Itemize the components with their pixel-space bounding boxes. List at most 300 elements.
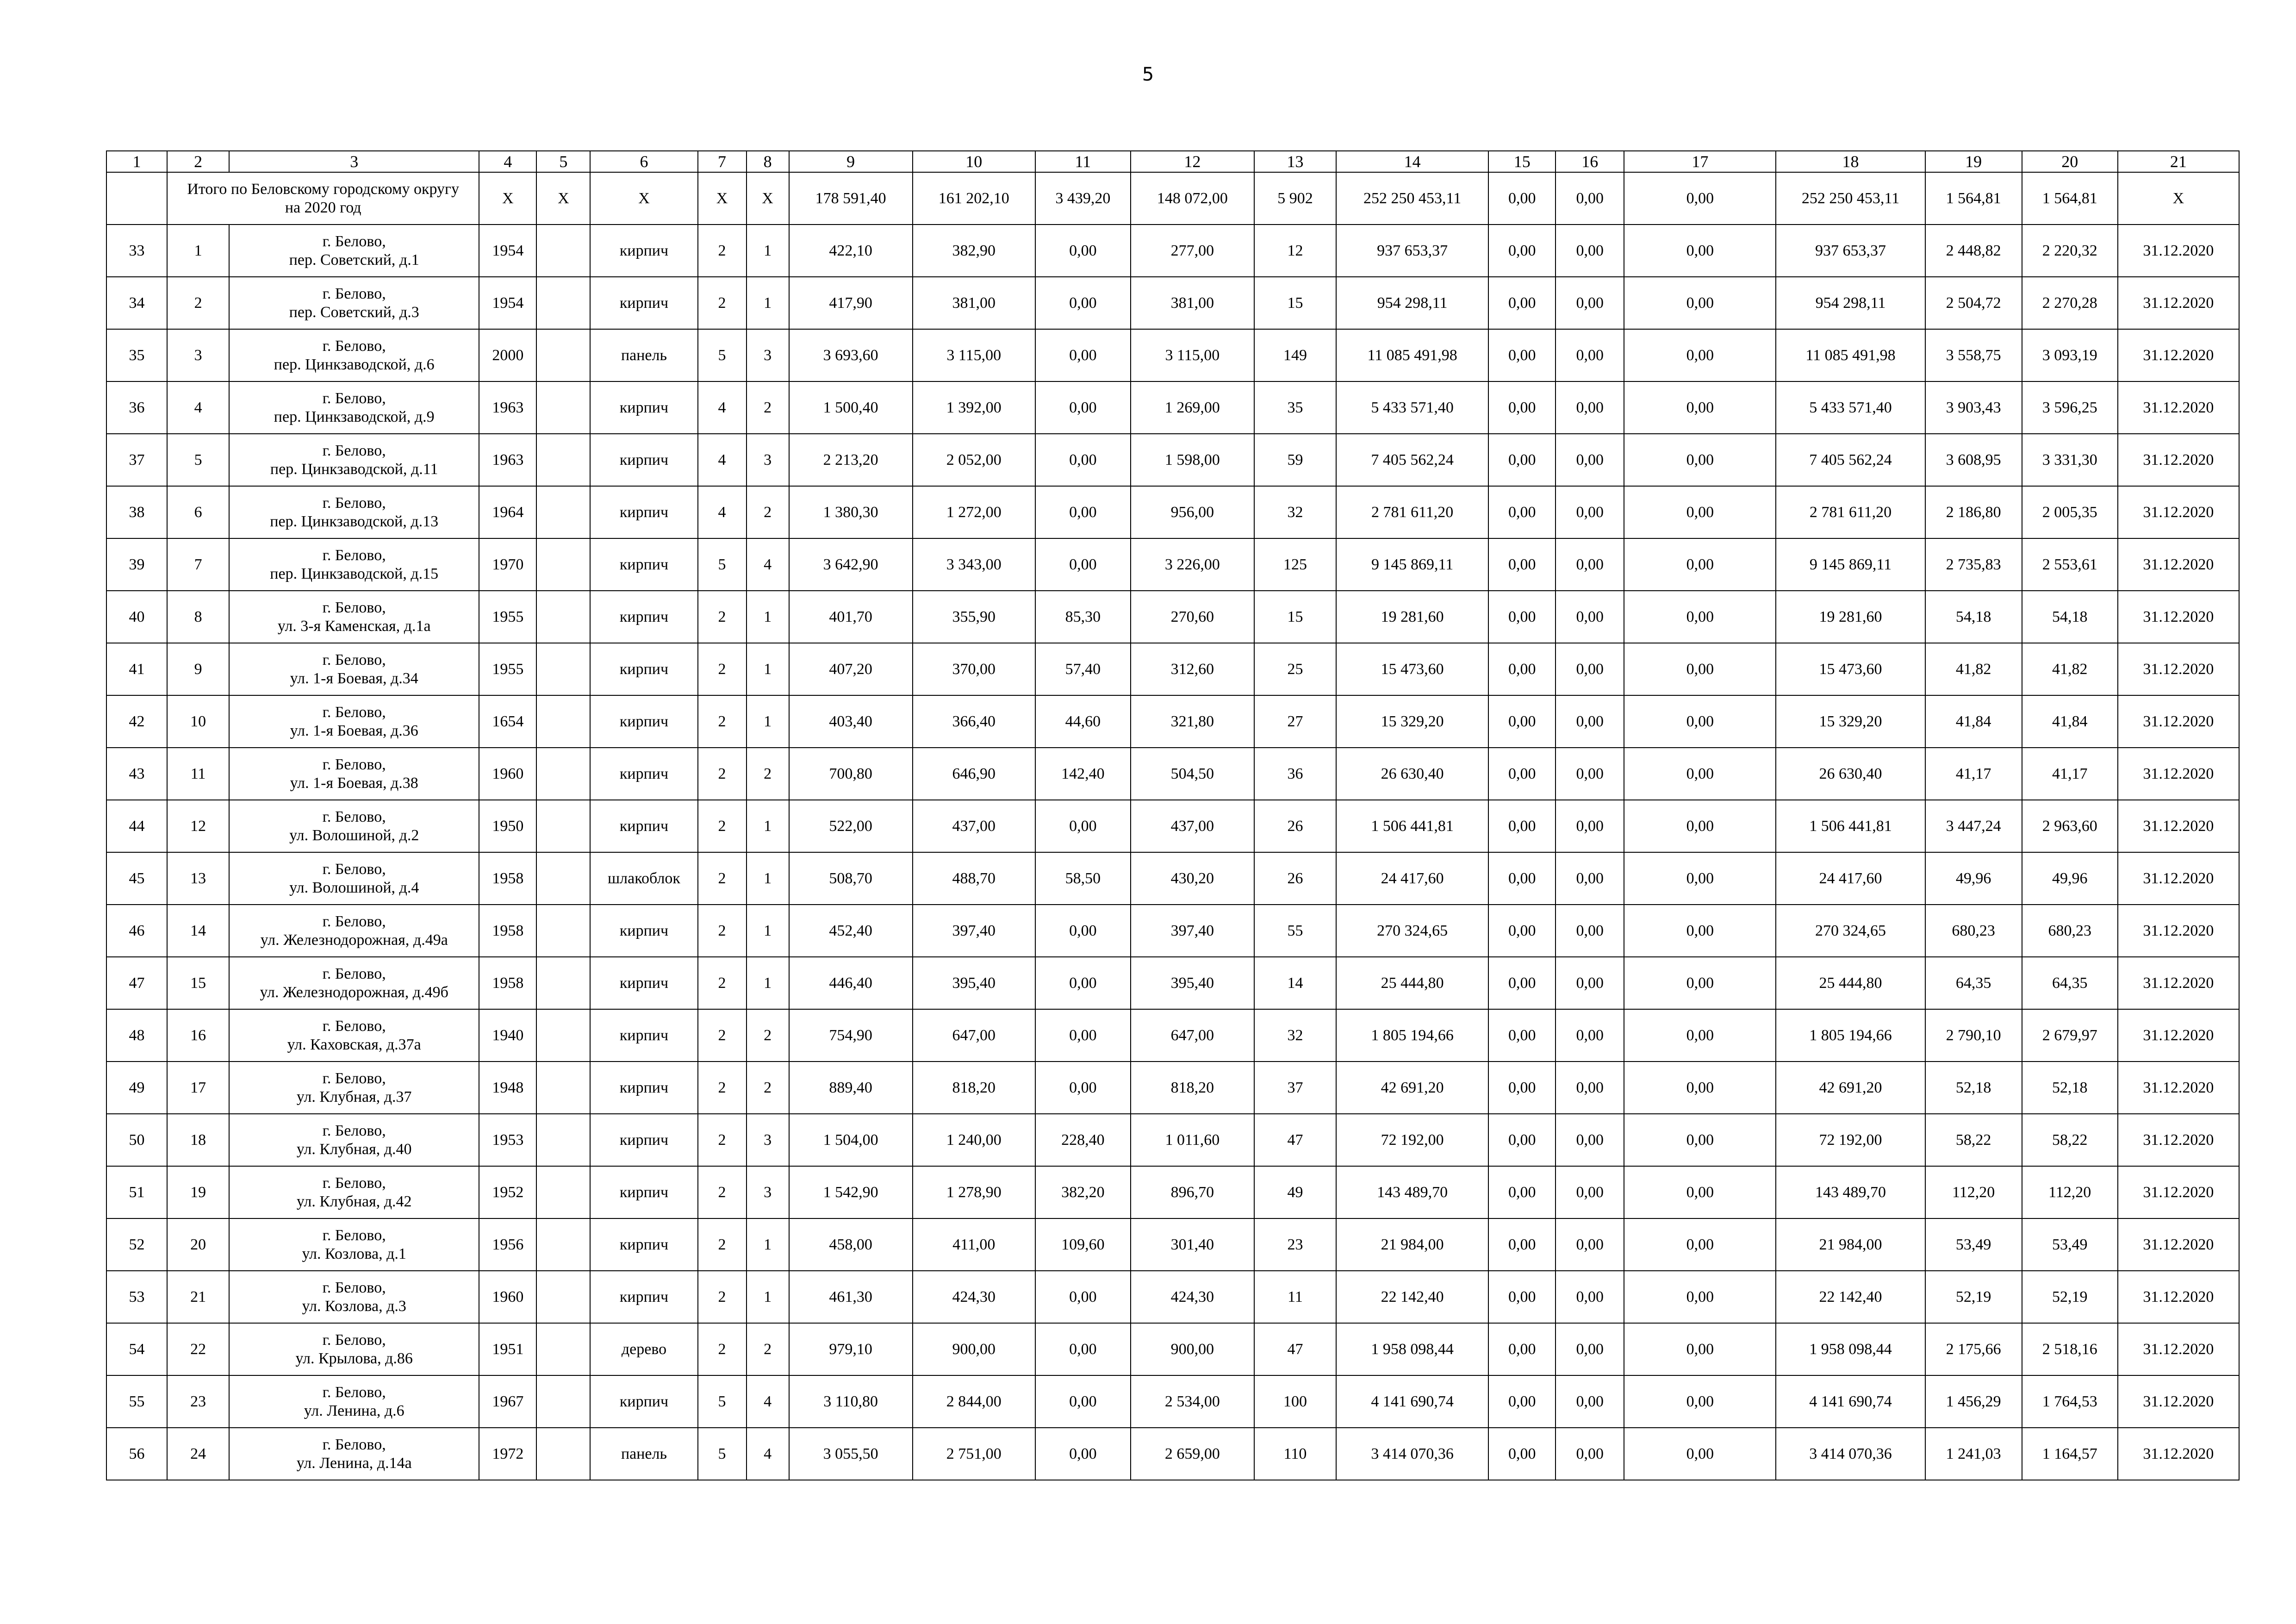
row-number: 36 [106,381,167,434]
value-cell-10: 1 278,90 [913,1166,1035,1218]
value-cell-17: 0,00 [1624,1218,1776,1271]
wall-material-cell: панель [590,1428,697,1480]
value-cell-13: 26 [1254,852,1336,905]
value-cell-16: 0,00 [1556,1062,1624,1114]
address-city: г. Белово, [322,337,386,355]
col5-cell [536,1166,590,1218]
value-cell-15: 0,00 [1488,225,1556,277]
value-cell-18: 5 433 571,40 [1776,381,1925,434]
value-cell-9: 461,30 [789,1271,913,1323]
column-number-cell: 16 [1556,151,1624,172]
value-cell-12: 1 269,00 [1131,381,1254,434]
value-cell-20: 52,19 [2022,1271,2118,1323]
value-cell-9: 1 500,40 [789,381,913,434]
address-cell [229,1009,479,1062]
value-cell-11: 0,00 [1035,1009,1131,1062]
register-table [106,150,2240,1480]
address-city: г. Белово, [322,1226,386,1244]
value-cell-14: 25 444,80 [1336,957,1488,1009]
row-number: 34 [106,277,167,329]
value-cell-14: 21 984,00 [1336,1218,1488,1271]
table-row [106,1428,2239,1480]
value-cell-11: 0,00 [1035,486,1131,538]
col5-cell [536,381,590,434]
value-cell-18: 4 141 690,74 [1776,1375,1925,1428]
row-number: 56 [106,1428,167,1480]
wall-material-cell: кирпич [590,538,697,591]
value-cell-17: 0,00 [1624,329,1776,381]
value-cell-20: 1 164,57 [2022,1428,2118,1480]
value-cell-9: 3 642,90 [789,538,913,591]
row-number: 42 [106,695,167,748]
wall-material-cell: кирпич [590,434,697,486]
value-cell-12: 1 598,00 [1131,434,1254,486]
value-cell-10: 382,90 [913,225,1035,277]
value-cell-11: 0,00 [1035,1428,1131,1480]
address-street: ул. Железнодорожная, д.49а [260,931,448,949]
column-number-cell: 4 [479,151,536,172]
address-street: пер. Советский, д.3 [289,303,419,321]
address-city: г. Белово, [322,651,386,668]
column-number-cell: 10 [913,151,1035,172]
value-cell-14: 4 141 690,74 [1336,1375,1488,1428]
total-cell: X [590,172,697,225]
address-street: пер. Цинкзаводской, д.13 [270,512,439,530]
value-cell-17: 0,00 [1624,905,1776,957]
value-cell-17: 0,00 [1624,1114,1776,1166]
date-cell: 31.12.2020 [2118,1062,2239,1114]
address-city: г. Белово, [322,1174,386,1192]
value-cell-17: 0,00 [1624,1166,1776,1218]
address-street: пер. Цинкзаводской, д.6 [274,356,435,373]
entrances-cell: 3 [747,1114,789,1166]
date-cell: 31.12.2020 [2118,695,2239,748]
floors-cell: 2 [698,1218,747,1271]
value-cell-13: 125 [1254,538,1336,591]
value-cell-18: 1 958 098,44 [1776,1323,1925,1375]
column-number-cell: 11 [1035,151,1131,172]
value-cell-13: 32 [1254,1009,1336,1062]
value-cell-14: 954 298,11 [1336,277,1488,329]
value-cell-16: 0,00 [1556,1375,1624,1428]
wall-material-cell: кирпич [590,225,697,277]
value-cell-15: 0,00 [1488,800,1556,852]
value-cell-10: 818,20 [913,1062,1035,1114]
address-cell [229,1166,479,1218]
sub-number: 5 [167,434,229,486]
address-city: г. Белово, [322,1436,386,1453]
table-body [106,151,2239,1480]
value-cell-19: 52,19 [1925,1271,2022,1323]
column-number-cell: 18 [1776,151,1925,172]
value-cell-10: 437,00 [913,800,1035,852]
value-cell-10: 488,70 [913,852,1035,905]
address-cell [229,1218,479,1271]
floors-cell: 2 [698,800,747,852]
value-cell-12: 301,40 [1131,1218,1254,1271]
value-cell-13: 100 [1254,1375,1336,1428]
value-cell-13: 27 [1254,695,1336,748]
address-street: ул. Волошиной, д.4 [289,879,419,896]
build-year-cell: 1953 [479,1114,536,1166]
build-year-cell: 1972 [479,1428,536,1480]
value-cell-11: 142,40 [1035,748,1131,800]
wall-material-cell: кирпич [590,905,697,957]
address-city: г. Белово, [322,599,386,616]
value-cell-14: 11 085 491,98 [1336,329,1488,381]
sub-number: 3 [167,329,229,381]
build-year-cell: 1951 [479,1323,536,1375]
address-city: г. Белово, [322,232,386,250]
value-cell-10: 424,30 [913,1271,1035,1323]
build-year-cell: 1940 [479,1009,536,1062]
entrances-cell: 1 [747,1218,789,1271]
wall-material-cell: кирпич [590,695,697,748]
column-number-cell: 9 [789,151,913,172]
value-cell-20: 2 518,16 [2022,1323,2118,1375]
col5-cell [536,277,590,329]
row-number: 37 [106,434,167,486]
address-cell [229,381,479,434]
address-city: г. Белово, [322,965,386,982]
value-cell-18: 24 417,60 [1776,852,1925,905]
floors-cell: 2 [698,748,747,800]
total-cell: 1 564,81 [2022,172,2118,225]
value-cell-14: 15 473,60 [1336,643,1488,695]
table-row [106,852,2239,905]
value-cell-9: 417,90 [789,277,913,329]
entrances-cell: 4 [747,1428,789,1480]
value-cell-16: 0,00 [1556,905,1624,957]
table-row [106,381,2239,434]
value-cell-13: 149 [1254,329,1336,381]
value-cell-17: 0,00 [1624,591,1776,643]
value-cell-11: 0,00 [1035,225,1131,277]
value-cell-9: 754,90 [789,1009,913,1062]
value-cell-17: 0,00 [1624,800,1776,852]
wall-material-cell: кирпич [590,1271,697,1323]
col5-cell [536,486,590,538]
value-cell-9: 1 504,00 [789,1114,913,1166]
value-cell-19: 58,22 [1925,1114,2022,1166]
value-cell-18: 26 630,40 [1776,748,1925,800]
column-number-cell: 5 [536,151,590,172]
value-cell-19: 52,18 [1925,1062,2022,1114]
value-cell-15: 0,00 [1488,695,1556,748]
build-year-cell: 2000 [479,329,536,381]
col5-cell [536,1218,590,1271]
value-cell-18: 21 984,00 [1776,1218,1925,1271]
value-cell-10: 1 272,00 [913,486,1035,538]
wall-material-cell: кирпич [590,381,697,434]
address-cell [229,748,479,800]
value-cell-17: 0,00 [1624,852,1776,905]
value-cell-20: 49,96 [2022,852,2118,905]
build-year-cell: 1967 [479,1375,536,1428]
value-cell-10: 3 115,00 [913,329,1035,381]
value-cell-9: 979,10 [789,1323,913,1375]
floors-cell: 2 [698,1166,747,1218]
value-cell-17: 0,00 [1624,225,1776,277]
wall-material-cell: кирпич [590,1218,697,1271]
value-cell-13: 15 [1254,277,1336,329]
value-cell-14: 937 653,37 [1336,225,1488,277]
col5-cell [536,957,590,1009]
value-cell-13: 59 [1254,434,1336,486]
value-cell-17: 0,00 [1624,486,1776,538]
value-cell-19: 680,23 [1925,905,2022,957]
build-year-cell: 1955 [479,591,536,643]
column-number-cell: 13 [1254,151,1336,172]
entrances-cell: 3 [747,329,789,381]
value-cell-14: 1 805 194,66 [1336,1009,1488,1062]
value-cell-10: 646,90 [913,748,1035,800]
table-row [106,643,2239,695]
col5-cell [536,1428,590,1480]
col5-cell [536,1009,590,1062]
value-cell-18: 15 473,60 [1776,643,1925,695]
address-street: ул. Клубная, д.37 [296,1088,412,1106]
value-cell-10: 3 343,00 [913,538,1035,591]
wall-material-cell: кирпич [590,800,697,852]
value-cell-17: 0,00 [1624,643,1776,695]
value-cell-18: 15 329,20 [1776,695,1925,748]
value-cell-16: 0,00 [1556,538,1624,591]
value-cell-13: 25 [1254,643,1336,695]
sub-number: 20 [167,1218,229,1271]
value-cell-19: 2 735,83 [1925,538,2022,591]
value-cell-15: 0,00 [1488,1375,1556,1428]
entrances-cell: 1 [747,643,789,695]
build-year-cell: 1960 [479,1271,536,1323]
value-cell-14: 22 142,40 [1336,1271,1488,1323]
value-cell-18: 9 145 869,11 [1776,538,1925,591]
entrances-cell: 1 [747,695,789,748]
value-cell-18: 143 489,70 [1776,1166,1925,1218]
date-cell: 31.12.2020 [2118,748,2239,800]
col5-cell [536,225,590,277]
value-cell-13: 12 [1254,225,1336,277]
value-cell-14: 5 433 571,40 [1336,381,1488,434]
value-cell-9: 522,00 [789,800,913,852]
value-cell-20: 2 220,32 [2022,225,2118,277]
value-cell-13: 110 [1254,1428,1336,1480]
floors-cell: 2 [698,1323,747,1375]
value-cell-17: 0,00 [1624,695,1776,748]
table-row [106,1009,2239,1062]
address-cell [229,538,479,591]
value-cell-18: 954 298,11 [1776,277,1925,329]
value-cell-16: 0,00 [1556,1271,1624,1323]
table-row [106,1323,2239,1375]
column-number-cell: 1 [106,151,167,172]
sub-number: 23 [167,1375,229,1428]
value-cell-19: 112,20 [1925,1166,2022,1218]
value-cell-9: 3 055,50 [789,1428,913,1480]
date-cell: 31.12.2020 [2118,381,2239,434]
address-cell [229,852,479,905]
row-number: 39 [106,538,167,591]
value-cell-9: 458,00 [789,1218,913,1271]
value-cell-11: 0,00 [1035,538,1131,591]
total-cell: 148 072,00 [1131,172,1254,225]
value-cell-15: 0,00 [1488,1009,1556,1062]
address-street: ул. Железнодорожная, д.49б [260,983,448,1001]
entrances-cell: 1 [747,591,789,643]
col5-cell [536,1114,590,1166]
column-number-cell: 12 [1131,151,1254,172]
value-cell-18: 270 324,65 [1776,905,1925,957]
entrances-cell: 1 [747,957,789,1009]
value-cell-19: 53,49 [1925,1218,2022,1271]
value-cell-9: 3 693,60 [789,329,913,381]
value-cell-13: 49 [1254,1166,1336,1218]
value-cell-13: 23 [1254,1218,1336,1271]
address-cell [229,329,479,381]
value-cell-18: 22 142,40 [1776,1271,1925,1323]
value-cell-19: 2 175,66 [1925,1323,2022,1375]
value-cell-16: 0,00 [1556,486,1624,538]
entrances-cell: 1 [747,277,789,329]
table-row [106,905,2239,957]
date-cell: 31.12.2020 [2118,329,2239,381]
floors-cell: 2 [698,905,747,957]
value-cell-16: 0,00 [1556,1166,1624,1218]
value-cell-20: 54,18 [2022,591,2118,643]
total-cell: 3 439,20 [1035,172,1131,225]
value-cell-14: 270 324,65 [1336,905,1488,957]
address-city: г. Белово, [322,756,386,773]
value-cell-20: 41,82 [2022,643,2118,695]
value-cell-11: 0,00 [1035,1323,1131,1375]
col5-cell [536,1323,590,1375]
row-number: 49 [106,1062,167,1114]
floors-cell: 5 [698,329,747,381]
value-cell-12: 504,50 [1131,748,1254,800]
sub-number: 2 [167,277,229,329]
value-cell-12: 3 115,00 [1131,329,1254,381]
sub-number: 16 [167,1009,229,1062]
value-cell-19: 49,96 [1925,852,2022,905]
address-city: г. Белово, [322,546,386,564]
build-year-cell: 1952 [479,1166,536,1218]
address-cell [229,1323,479,1375]
value-cell-9: 446,40 [789,957,913,1009]
value-cell-20: 41,84 [2022,695,2118,748]
total-cell: X [479,172,536,225]
value-cell-18: 42 691,20 [1776,1062,1925,1114]
value-cell-13: 55 [1254,905,1336,957]
value-cell-9: 2 213,20 [789,434,913,486]
value-cell-14: 19 281,60 [1336,591,1488,643]
value-cell-15: 0,00 [1488,591,1556,643]
date-cell: 31.12.2020 [2118,1009,2239,1062]
value-cell-16: 0,00 [1556,748,1624,800]
floors-cell: 5 [698,1428,747,1480]
value-cell-11: 0,00 [1035,1375,1131,1428]
table-row [106,800,2239,852]
date-cell: 31.12.2020 [2118,1323,2239,1375]
value-cell-18: 7 405 562,24 [1776,434,1925,486]
entrances-cell: 2 [747,381,789,434]
address-street: ул. Клубная, д.42 [296,1193,412,1210]
value-cell-11: 57,40 [1035,643,1131,695]
column-number-cell: 3 [229,151,479,172]
address-cell [229,1428,479,1480]
value-cell-9: 1 542,90 [789,1166,913,1218]
value-cell-15: 0,00 [1488,486,1556,538]
address-street: пер. Советский, д.1 [289,251,419,269]
value-cell-20: 112,20 [2022,1166,2118,1218]
wall-material-cell: кирпич [590,957,697,1009]
floors-cell: 2 [698,1009,747,1062]
sub-number: 10 [167,695,229,748]
value-cell-15: 0,00 [1488,1114,1556,1166]
value-cell-13: 15 [1254,591,1336,643]
value-cell-19: 54,18 [1925,591,2022,643]
value-cell-20: 2 553,61 [2022,538,2118,591]
col5-cell [536,1062,590,1114]
floors-cell: 2 [698,1271,747,1323]
value-cell-17: 0,00 [1624,1323,1776,1375]
value-cell-19: 2 790,10 [1925,1009,2022,1062]
value-cell-13: 35 [1254,381,1336,434]
table-row [106,591,2239,643]
wall-material-cell: кирпич [590,1375,697,1428]
entrances-cell: 1 [747,905,789,957]
col5-cell [536,1271,590,1323]
value-cell-20: 1 764,53 [2022,1375,2118,1428]
value-cell-19: 41,82 [1925,643,2022,695]
value-cell-12: 896,70 [1131,1166,1254,1218]
value-cell-18: 937 653,37 [1776,225,1925,277]
value-cell-16: 0,00 [1556,852,1624,905]
value-cell-16: 0,00 [1556,695,1624,748]
entrances-cell: 1 [747,852,789,905]
value-cell-12: 430,20 [1131,852,1254,905]
row-number: 55 [106,1375,167,1428]
address-city: г. Белово, [322,703,386,721]
row-number: 35 [106,329,167,381]
address-street: ул. 1-я Боевая, д.38 [290,774,418,792]
address-cell [229,486,479,538]
value-cell-16: 0,00 [1556,1114,1624,1166]
column-number-cell: 19 [1925,151,2022,172]
row-number: 54 [106,1323,167,1375]
value-cell-12: 395,40 [1131,957,1254,1009]
col5-cell [536,695,590,748]
table-row [106,277,2239,329]
table-row [106,1166,2239,1218]
value-cell-20: 3 596,25 [2022,381,2118,434]
value-cell-14: 42 691,20 [1336,1062,1488,1114]
col5-cell [536,538,590,591]
value-cell-12: 647,00 [1131,1009,1254,1062]
total-cell: 0,00 [1624,172,1776,225]
address-city: г. Белово, [322,494,386,512]
sub-number: 18 [167,1114,229,1166]
address-city: г. Белово, [322,912,386,930]
address-street: ул. Каховская, д.37а [287,1036,421,1053]
entrances-cell: 2 [747,748,789,800]
row-number: 47 [106,957,167,1009]
value-cell-20: 58,22 [2022,1114,2118,1166]
build-year-cell: 1954 [479,277,536,329]
wall-material-cell: кирпич [590,1062,697,1114]
row-number: 52 [106,1218,167,1271]
date-cell: 31.12.2020 [2118,643,2239,695]
address-city: г. Белово, [322,442,386,459]
